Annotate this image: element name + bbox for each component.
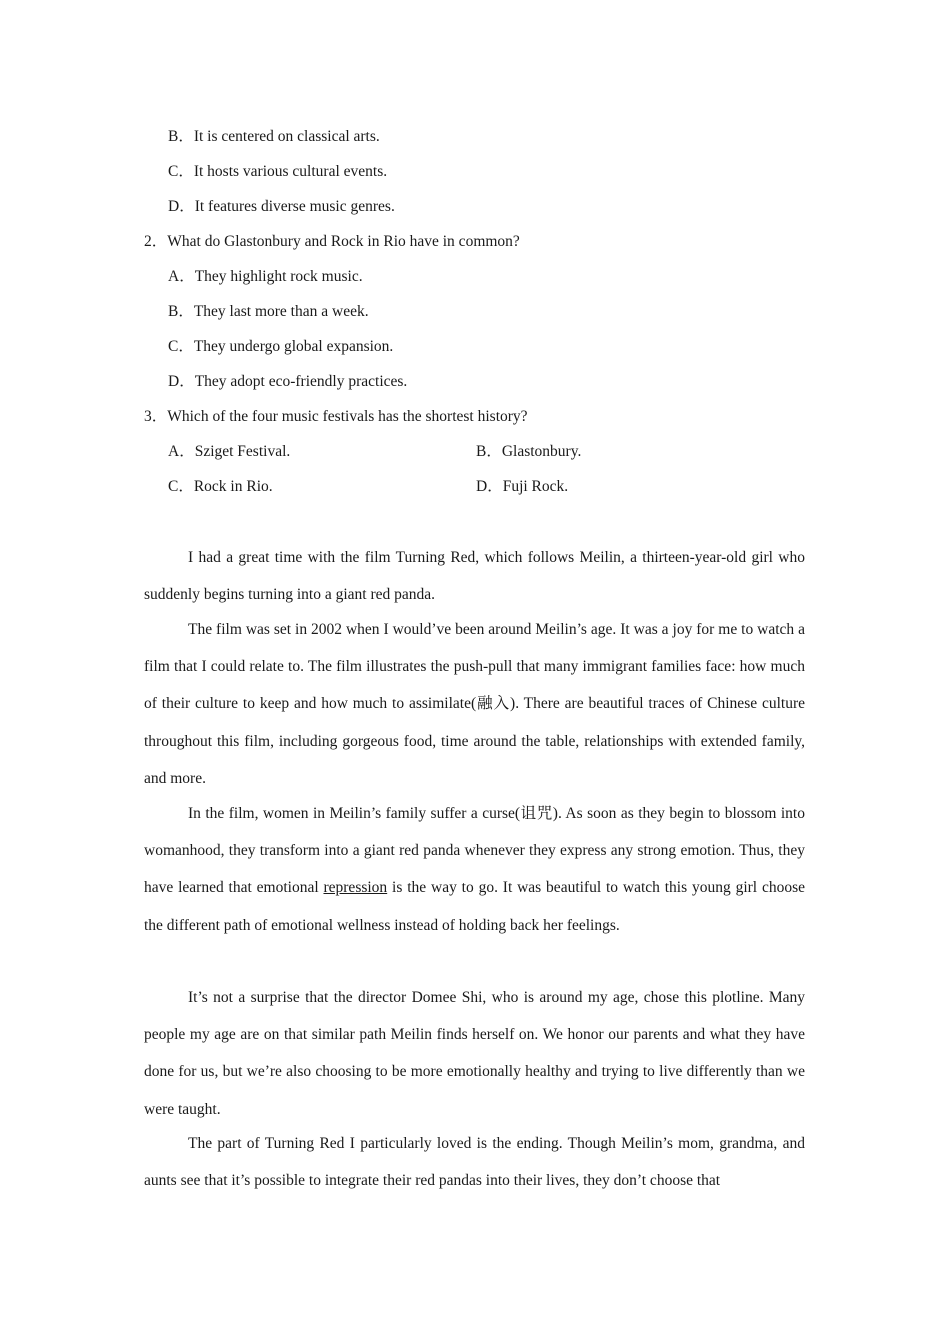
q2-stem: 2．What do Glastonbury and Rock in Rio have in common? [144,233,520,250]
q2-option-c: C．They undergo global expansion. [168,338,394,355]
q3-stem: 3．Which of the four music festivals has the shortest history? [144,408,528,425]
passage-paragraph-5: The part of Turning Red I particularly loved is the ending. Though Meilin’s mom, grandma, and aunts see that it’s possible to integrate their red pandas into their lives, they don’t choose that [144,1135,805,1190]
q3-option-d: D．Fuji Rock. [476,478,569,495]
paragraph-3-text-before: In the film, women in Meilin’s family suffer a curse(诅咒). As soon as they begin to blossom into womanhood, they transform into a giant red panda whenever they express any strong emotion. Thus, they have learned that emotional [144,805,805,897]
q3-option-c: C．Rock in Rio. [168,478,273,495]
q3-option-a: A．Sziget Festival. [168,443,291,460]
q2-option-d: D．They adopt eco-friendly practices. [168,373,408,390]
passage-paragraph-1: I had a great time with the film Turning Red, which follows Meilin, a thirteen-year-old girl who suddenly begins turning into a giant red panda. [144,549,805,604]
passage-paragraph-3 [144,795,805,944]
underlined-word-repression: repression [323,879,388,897]
q2-option-a: A．They highlight rock music. [168,268,363,285]
q1-option-c: C．It hosts various cultural events. [168,163,388,180]
passage-paragraph-2: The film was set in 2002 when I would’ve been around Meilin’s age. It was a joy for me to watch a film that I could relate to. The film illustrates the push-pull that many immigrant families face: how much of their culture to keep and how much to assimilate(融入). There are beautiful traces of Chinese culture throughout this film, including gorgeous food, time around the table, relationships with extended family, and more. [144,621,805,787]
q1-option-d: D．It features diverse music genres. [168,198,395,215]
q2-option-b: B．They last more than a week. [168,303,369,320]
passage-paragraph-4: It’s not a surprise that the director Domee Shi, who is around my age, chose this plotline. Many people my age are on that similar path Meilin finds herself on. We honor our parents and what they have done for us, but we’re also choosing to be more emotionally healthy and trying to live differently than we were taught. [144,989,805,1118]
q1-option-b: B．It is centered on classical arts. [168,128,380,145]
q3-option-b: B．Glastonbury. [476,443,582,460]
paragraph-3-text-after: is the way to go. It was beautiful to watch this young girl choose the different path of emotional wellness instead of holding back her feelings. [144,879,806,934]
